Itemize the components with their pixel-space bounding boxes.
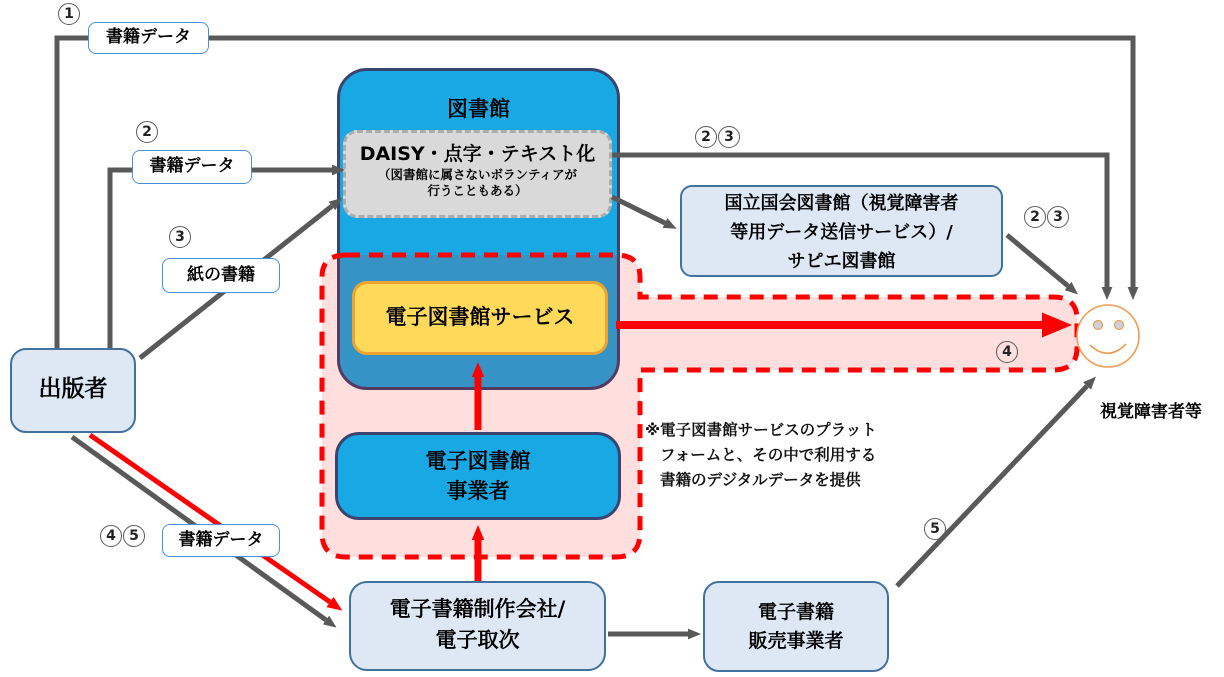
marker-23-right xyxy=(1024,206,1069,228)
elibrary-service-box xyxy=(352,281,608,355)
arrow-23-ndl-to-user xyxy=(1007,235,1068,286)
ndl-line1: 国立国会図書館（視覚障害者 xyxy=(724,193,959,214)
daisy-title: DAISY・点字・テキスト化 xyxy=(359,143,596,165)
ebook-producer-box xyxy=(349,581,606,671)
seller-line2: 販売事業者 xyxy=(748,630,844,652)
marker-5 xyxy=(924,518,946,540)
platform-note-line3: 書籍のデジタルデータを提供 xyxy=(660,471,861,489)
library-title: 図書館 xyxy=(447,97,510,121)
circled-number-2: 2 xyxy=(695,126,717,148)
circled-number-5: 5 xyxy=(924,518,946,540)
platform-note-line2: フォームと、その中で利用する xyxy=(660,446,877,464)
circled-number-5: 5 xyxy=(123,525,145,547)
circled-number-3: 3 xyxy=(1047,206,1069,228)
daisy-note-line2: 行うこともある） xyxy=(427,183,528,198)
book-data-label-1: 書籍データ xyxy=(88,22,209,54)
seller-line1: 電子書籍 xyxy=(757,601,834,623)
book-data-label-2: 書籍データ xyxy=(132,150,252,184)
circled-number-2: 2 xyxy=(136,121,158,143)
daisy-note-line1: （図書館に属さないボランティアが xyxy=(377,167,577,182)
marker-23-top xyxy=(695,126,740,148)
marker-4 xyxy=(996,341,1018,363)
elibrary-operator-line1: 電子図書館 xyxy=(425,449,531,473)
user-smiley-icon xyxy=(1077,305,1139,367)
elibrary-operator-box xyxy=(335,432,621,520)
ndl-line2: 等用データ送信サービス）/ xyxy=(730,222,953,243)
ndl-sapie-box xyxy=(680,185,1003,277)
circled-number-1: 1 xyxy=(58,3,80,25)
producer-line2: 電子取次 xyxy=(435,628,520,652)
paper-book-label: 紙の書籍 xyxy=(162,258,280,293)
arrow-45-publisher-to-producer-red xyxy=(90,435,330,602)
platform-note-line1: ※電子図書館サービスのプラット xyxy=(645,421,877,439)
arrow-daisy-to-ndl xyxy=(612,197,665,223)
circled-number-4: 4 xyxy=(996,341,1018,363)
marker-1 xyxy=(58,3,80,25)
elibrary-service-label: 電子図書館サービス xyxy=(385,305,575,329)
marker-45 xyxy=(100,525,145,547)
producer-line1: 電子書籍制作会社/ xyxy=(389,597,566,621)
book-data-label-45: 書籍データ xyxy=(162,524,280,557)
ebook-seller-box xyxy=(703,581,889,672)
platform-note xyxy=(645,418,877,493)
arrow-5-seller-to-user xyxy=(897,386,1087,586)
circled-number-4: 4 xyxy=(100,525,122,547)
elibrary-operator-line2: 事業者 xyxy=(446,479,510,503)
circled-number-3: 3 xyxy=(718,126,740,148)
marker-3 xyxy=(169,226,191,248)
marker-2 xyxy=(136,121,158,143)
user-label: 視覚障害者等 xyxy=(1100,402,1202,422)
ndl-line3: サピエ図書館 xyxy=(787,251,896,272)
circled-number-2: 2 xyxy=(1024,206,1046,228)
publisher-box xyxy=(10,348,136,433)
circled-number-3: 3 xyxy=(169,226,191,248)
publisher-label: 出版者 xyxy=(38,376,108,402)
